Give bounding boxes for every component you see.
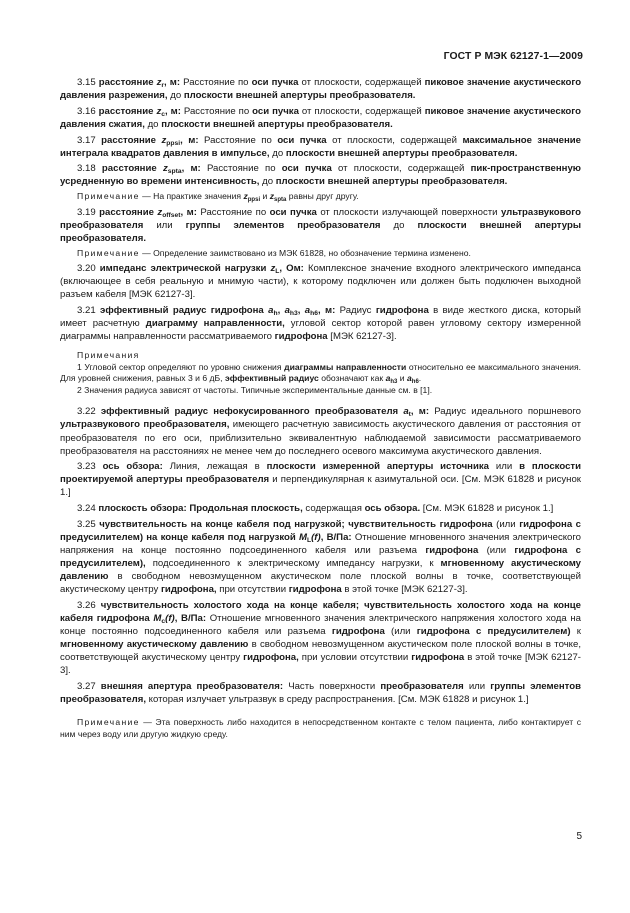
clause-3-18: 3.18 расстояние $z_{spta}$, м: Расстояние по оси пучка от плоскости, содержащей пик-пространственную усредненную во времени интенсивность, до плоскости внешней апертуры преобразователя. <box>60 163 581 188</box>
clause-3-24: 3.24 плоскость обзора: Продольная плоскость, содержащая ось обзора. [См. МЭК 61828 и рисунок 1.] <box>77 503 554 515</box>
clause-3-23: 3.23 ось обзора: Линия, лежащая в плоскости измеренной апертуры источника или в плоскости проектируемой апертуры преобразователя и перпендикулярная к азимутальной оси. [См. МЭК 61828 и рисунок 1.] <box>60 461 582 499</box>
clause-3-27: 3.27 внешняя апертура преобразователя: Часть поверхности преобразователя или группы элементов преобразователя, которая излучает ультразвук в среду распространения. [См. МЭК 61828 и рисунок 1.] <box>60 681 582 706</box>
clause-3-25: 3.25 чувствительность на конце кабеля под нагрузкой; чувствительность гидрофона (или гидрофона с предусилителем) на конце кабеля под нагрузкой $M_L(f)$, В/Па: Отношение мгновенного значения электрического напряжения на конце постоянно подсоединенного кабеля или разъема гидрофона (или гидрофона с предусилителем), подсоединенного к электрическому импедансу нагрузки, к мгновенному акустическому давлению в свободном невозмущенном акустическом поле плоской волны в точке, соответствующей акустическому центру гидрофона, при отсутствии гидрофона в этой точке [МЭК 62127-3]. <box>60 518 582 596</box>
note-3-19: Примечание — Определение заимствовано из МЭК 61828, но обозначение термина изменено. <box>77 247 471 258</box>
note-3-21-1: 1 Угловой сектор определяют по уровню снижения диаграммы направленности относительно ее максимального значения. Для уровней снижения, равных 3 и 6 дБ, эффективный радиус обозначают как $a_{h3}$ и $a_{h6}$. <box>60 361 582 386</box>
notes-heading: Примечания <box>77 349 140 360</box>
note-3-21-2: 2 Значения радиуса зависят от частоты. Типичные экспериментальные данные см. в [1]. <box>77 384 433 395</box>
document-body <box>60 76 581 743</box>
note-3-27: Примечание — Эта поверхность либо находится в непосредственном контакте с телом пациента, либо контактирует с ним через воду или другую жидкую среду. <box>60 716 581 739</box>
standard-header: ГОСТ Р МЭК 62127-1—2009 <box>443 51 583 62</box>
clause-3-15: 3.15 расстояние $z_r$, м: Расстояние по оси пучка от плоскости, содержащей пиковое значение акустического давления разрежения, до плоскости внешней апертуры преобразователя. <box>60 77 582 102</box>
clause-3-26: 3.26 чувствительность холостого хода на конце кабеля; чувствительность холостого хода на конце кабеля гидрофона $M_c(f)$, В/Па: Отношение мгновенного значения электрического напряжения холостого хода на конце постоянно подсоединенного кабеля или разъема гидрофона (или гидрофона с предусилителем) к мгновенному акустическому давлению в свободном невозмущенном акустическом поле плоской волны в точке, соответствующей акустическому центру гидрофона, при условии отсутствии гидрофона в этой точке [МЭК 62127-3]. <box>60 600 582 677</box>
notes-3-21 <box>60 350 581 396</box>
note-3-18: Примечание — На практике значения $z_{ppsi}$ и $z_{spta}$ равны друг другу. <box>77 191 359 204</box>
clause-3-19: 3.19 расстояние $z_{offset}$, м: Расстояние по оси пучка от плоскости излучающей поверхности ультразвукового преобразователя или группы элементов преобразователя до плоскости внешней апертуры преобразователя. <box>60 206 582 244</box>
clause-3-20: 3.20 импеданс электрической нагрузки $z_L$, Ом: Комплексное значение входного электрического импеданса (включающее в себя реальную и мнимую части), к которому подключен или должен быть подключен выходной разъем кабеля [МЭК 62127-3]. <box>60 263 582 301</box>
clause-3-22: 3.22 эффективный радиус нефокусированного преобразователя $a_t$, м: Радиус идеального поршневого ультразвукового преобразователя, имеющего расчетную зависимость акустического давления от расстояния от преобразователя по его оси, приблизительно эквивалентную наблюдаемой зависимости рассматриваемого преобразователя на расстояниях не менее чем до последнего осевого максимума акустического давления. <box>60 406 582 457</box>
page-number: 5 <box>576 831 582 842</box>
clause-3-21: 3.21 эффективный радиус гидрофона $a_h$, $a_{h3}$, $a_{h6}$, м: Радиус гидрофона в виде жесткого диска, который имеет расчетную диаграмму направленности, угловой сектор которой равен угловому сектору измеренной диаграммы направленности рассматриваемого гидрофона [МЭК 62127-3]. <box>60 305 582 343</box>
clause-3-17: 3.17 расстояние $z_{ppsi}$, м: Расстояние по оси пучка от плоскости, содержащей максимальное значение интеграла квадратов давления в импульсе, до плоскости внешней апертуры преобразователя. <box>60 134 582 159</box>
clause-3-16: 3.16 расстояние $z_c$, м: Расстояние по оси пучка от плоскости, содержащей пиковое значение акустического давления сжатия, до плоскости внешней апертуры преобразователя. <box>60 105 581 130</box>
